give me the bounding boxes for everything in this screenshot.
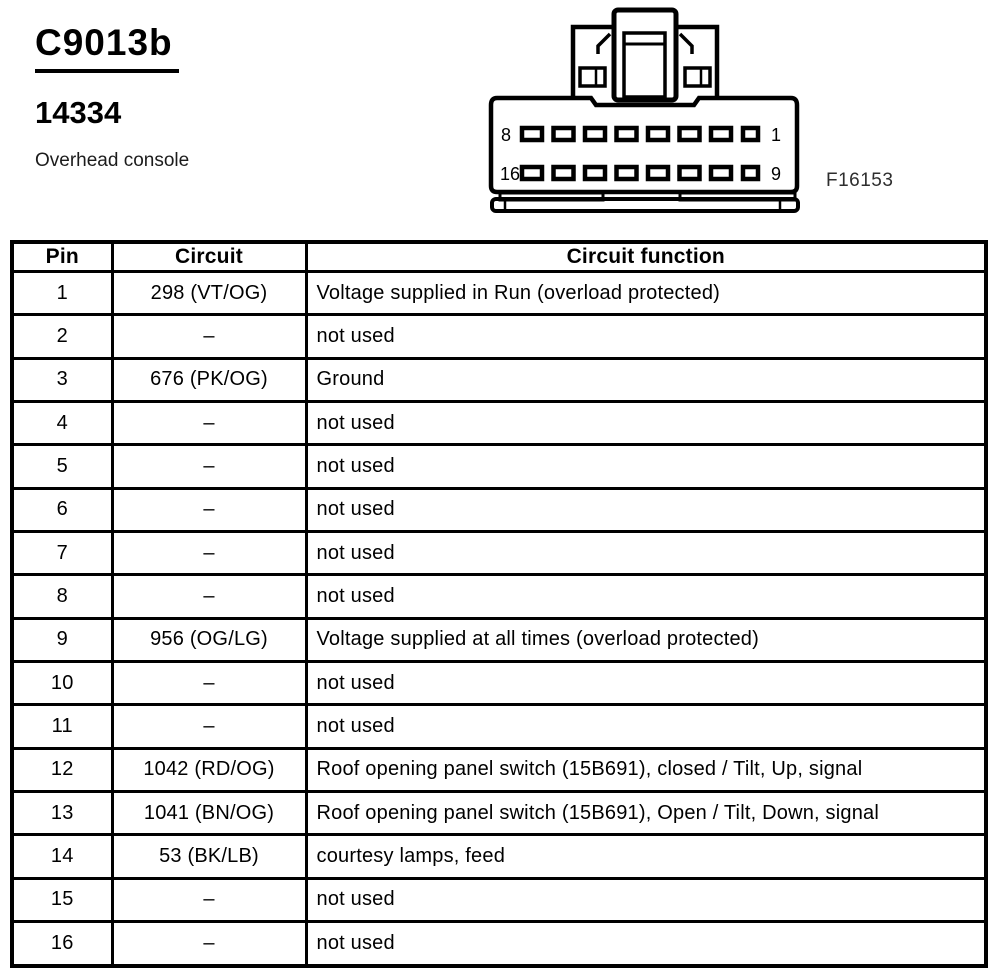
pin-label-8: 8	[500, 125, 511, 145]
circuit-cell: –	[112, 922, 306, 966]
pin-cell: 5	[12, 445, 112, 488]
circuit-cell: –	[112, 532, 306, 575]
table-row	[12, 618, 986, 661]
pin-cell: 14	[12, 835, 112, 878]
table-row	[12, 488, 986, 531]
function-cell: Ground	[306, 358, 986, 401]
figure-reference: F16153	[826, 170, 894, 191]
circuit-cell: 298 (VT/OG)	[112, 272, 306, 315]
table-row	[12, 402, 986, 445]
pin-cell: 3	[12, 358, 112, 401]
connector-latch	[614, 10, 676, 100]
function-cell: courtesy lamps, feed	[306, 835, 986, 878]
function-cell: Voltage supplied at all times (overload protected)	[306, 618, 986, 661]
function-cell: not used	[306, 878, 986, 921]
pin-cell: 6	[12, 488, 112, 531]
table-row	[12, 878, 986, 921]
function-cell: not used	[306, 488, 986, 531]
circuit-cell: 1042 (RD/OG)	[112, 748, 306, 791]
pin-cell: 7	[12, 532, 112, 575]
connector-shoulders	[573, 27, 717, 100]
pin-cell: 11	[12, 705, 112, 748]
pin-label-1: 1	[771, 125, 782, 145]
pinout-table-body	[12, 272, 986, 967]
pin-cell: 1	[12, 272, 112, 315]
circuit-cell: 956 (OG/LG)	[112, 618, 306, 661]
connector-id-title: C9013b	[35, 24, 179, 73]
table-row	[12, 532, 986, 575]
function-cell: Voltage supplied in Run (overload protected)	[306, 272, 986, 315]
circuit-cell: –	[112, 878, 306, 921]
circuit-cell: –	[112, 402, 306, 445]
header-pin: Pin	[12, 242, 112, 272]
table-row	[12, 922, 986, 966]
table-row	[12, 662, 986, 705]
function-cell: Roof opening panel switch (15B691), Open / Tilt, Down, signal	[306, 792, 986, 835]
pin-cell: 12	[12, 748, 112, 791]
function-cell: not used	[306, 315, 986, 358]
part-description: Overhead console	[35, 150, 190, 171]
header-function: Circuit function	[306, 242, 986, 272]
function-cell: not used	[306, 705, 986, 748]
function-cell: not used	[306, 532, 986, 575]
connector-pins-row2	[522, 167, 758, 179]
pin-cell: 15	[12, 878, 112, 921]
table-row	[12, 705, 986, 748]
table-header-row	[12, 242, 986, 272]
connector-pins-row1	[522, 128, 758, 140]
pin-cell: 8	[12, 575, 112, 618]
pin-label-16: 16	[499, 164, 520, 184]
function-cell: not used	[306, 575, 986, 618]
circuit-cell: –	[112, 575, 306, 618]
function-cell: not used	[306, 402, 986, 445]
table-row	[12, 358, 986, 401]
table-row	[12, 445, 986, 488]
connector-diagram-icon	[470, 5, 810, 225]
pin-cell: 2	[12, 315, 112, 358]
table-row	[12, 748, 986, 791]
function-cell: not used	[306, 445, 986, 488]
circuit-cell: 53 (BK/LB)	[112, 835, 306, 878]
circuit-cell: –	[112, 705, 306, 748]
circuit-cell: 1041 (BN/OG)	[112, 792, 306, 835]
table-row	[12, 272, 986, 315]
function-cell: not used	[306, 922, 986, 966]
pin-cell: 13	[12, 792, 112, 835]
circuit-cell: 676 (PK/OG)	[112, 358, 306, 401]
header-circuit: Circuit	[112, 242, 306, 272]
table-row	[12, 792, 986, 835]
pin-cell: 10	[12, 662, 112, 705]
circuit-cell: –	[112, 662, 306, 705]
pin-cell: 4	[12, 402, 112, 445]
circuit-cell: –	[112, 445, 306, 488]
pinout-table	[10, 240, 988, 968]
circuit-cell: –	[112, 315, 306, 358]
table-row	[12, 575, 986, 618]
pin-cell: 9	[12, 618, 112, 661]
table-row	[12, 315, 986, 358]
part-number: 14334	[35, 95, 122, 130]
function-cell: not used	[306, 662, 986, 705]
pin-label-9: 9	[771, 164, 782, 184]
table-row	[12, 835, 986, 878]
function-cell: Roof opening panel switch (15B691), closed / Tilt, Up, signal	[306, 748, 986, 791]
pin-cell: 16	[12, 922, 112, 966]
connector-base	[492, 193, 798, 211]
circuit-cell: –	[112, 488, 306, 531]
